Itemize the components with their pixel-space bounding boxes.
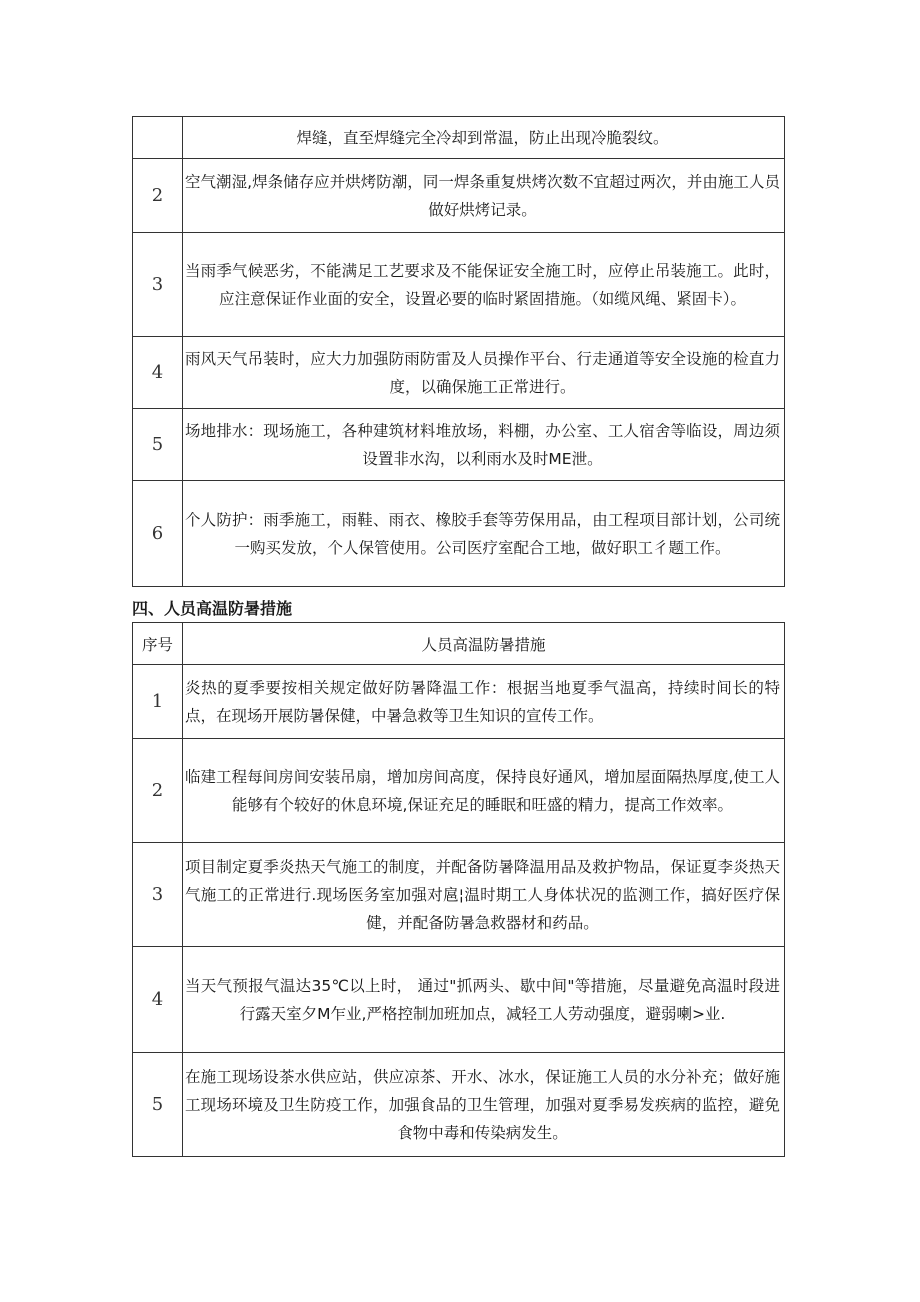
- table-row: [133, 1053, 785, 1157]
- table-row: [133, 159, 785, 233]
- row-text: 炎热的夏季要按相关规定做好防暑降温工作：根据当地夏季气温高，持续时间长的特点，在现场开展防暑保健，中暑急救等卫生知识的宣传工作。: [183, 665, 785, 739]
- heat-prevention-measures-table: [132, 622, 785, 1157]
- row-text: 个人防护：雨季施工，雨鞋、雨衣、橡胶手套等劳保用品，由工程项目部计划，公司统一购买发放，个人保管使用。公司医疗室配合工地，做好职工彳题工作。: [183, 481, 785, 587]
- row-text: 项目制定夏季炎热天气施工的制度，并配备防暑降温用品及救护物品，保证夏李炎热天气施工的正常进行.现场医务室加强对扈¦温时期工人身体状况的监测工作，搞好医疗保健，并配备防暑急救器材和药品。: [183, 843, 785, 947]
- row-number: 5: [133, 1053, 183, 1157]
- row-text: 场地排水：现场施工，各种建筑材料堆放场，料棚，办公室、工人宿舍等临设，周边须设置非水沟，以利雨水及时ME泄。: [183, 409, 785, 481]
- row-number: 4: [133, 947, 183, 1053]
- table-header-row: [133, 623, 785, 665]
- row-text: 空气潮湿,焊条储存应并烘烤防潮，同一焊条重复烘烤次数不宜超过两次，并由施工人员做好烘烤记录。: [183, 159, 785, 233]
- row-text: 当雨季气候恶劣，不能满足工艺要求及不能保证安全施工时，应停止吊装施工。此时，应注意保证作业面的安全，设置必要的临时紧固措施。（如缆风绳、紧固卡）。: [183, 233, 785, 337]
- table-row: [133, 409, 785, 481]
- row-number: 6: [133, 481, 183, 587]
- row-text: 焊缝，直至焊缝完全冷却到常温，防止出现冷脆裂纹。: [183, 117, 785, 159]
- header-number: 序号: [133, 623, 183, 665]
- row-number: [133, 117, 183, 159]
- table-row: [133, 117, 785, 159]
- row-number: 5: [133, 409, 183, 481]
- row-number: 1: [133, 665, 183, 739]
- table-row: [133, 481, 785, 587]
- table-row: [133, 665, 785, 739]
- section-title: 四、人员高温防暑措施: [132, 599, 293, 618]
- row-text: 临建工程每间房间安装吊扇，增加房间高度，保持良好通风，增加屋面隔热厚度,使工人能够有个较好的休息环境,保证充足的睡眠和旺盛的精力，提高工作效率。: [183, 739, 785, 843]
- row-text: 在施工现场设茶水供应站，供应凉茶、开水、冰水，保证施工人员的水分补充；做好施工现场环境及卫生防疫工作，加强食品的卫生管理，加强对夏季易发疾病的监控，避免食物中毒和传染病发生。: [183, 1053, 785, 1157]
- table-row: [133, 739, 785, 843]
- table-row: [133, 947, 785, 1053]
- row-number: 2: [133, 739, 183, 843]
- table-row: [133, 843, 785, 947]
- row-number: 4: [133, 337, 183, 409]
- row-text: 雨风天气吊装时，应大力加强防雨防雷及人员操作平台、行走通道等安全设施的检直力度，以确保施工正常进行。: [183, 337, 785, 409]
- header-measures: 人员高温防暑措施: [183, 623, 785, 665]
- row-text: 当天气预报气温达35℃以上时， 通过"抓两头、歇中间"等措施，尽量避免高温时段进行露天室夕M乍业,严格控制加班加点，减轻工人劳动强度，避弱喇>业.: [183, 947, 785, 1053]
- table-row: [133, 337, 785, 409]
- row-number: 3: [133, 233, 183, 337]
- row-number: 2: [133, 159, 183, 233]
- table-row: [133, 233, 785, 337]
- rainy-season-measures-table: [132, 116, 785, 587]
- row-number: 3: [133, 843, 183, 947]
